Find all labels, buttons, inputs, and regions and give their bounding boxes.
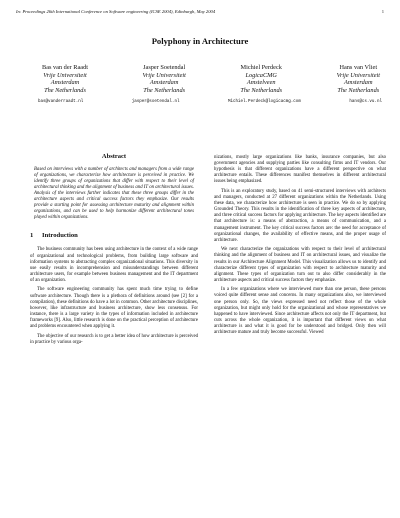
author-country: The Netherlands <box>143 86 186 94</box>
author-name: Bas van der Raadt <box>42 64 88 71</box>
page-number: 1 <box>381 9 384 14</box>
author-name: Michiel Perdeck <box>240 64 282 71</box>
author-name: Hans van Vliet <box>339 64 378 71</box>
author-city: Amsterdam <box>344 79 373 87</box>
body-paragraph: The business community has been using architecture in the context of a wide range of organizational and technological problems, from building large software and information systems to abstracting complex organizational situations. This diversity in use easily results in incomprehension and misunderstandings between different architecture users, for example between business management and the IT department of an organization. <box>30 247 198 283</box>
author-name: Jasper Soetendal <box>143 64 186 71</box>
section-number: 1 <box>30 232 34 240</box>
left-column <box>30 153 198 349</box>
section-title: Introduction <box>42 232 78 240</box>
running-head <box>16 9 384 15</box>
author-3 <box>240 64 282 94</box>
abstract-heading: Abstract <box>101 153 127 160</box>
author-affiliation: Vrije Universiteit <box>336 71 380 79</box>
author-email: hans@cs.vu.nl <box>349 100 382 104</box>
author-email: Michiel.Perdeck@logicacmg.com <box>227 100 301 104</box>
body-paragraph: This is an exploratory study, based on 41 semi-structured interviews with architects and managers, conducted at 27 different organizations within the Netherlands. Using these data, we characterize how architecture is seen in practice. We do so by applying Grounded Theory. This results in the identification of three key aspects of architecture, and three critical success factors for applying architecture. The key aspects identified are that architecture is: a means of abstraction, a means of communication, and a management instrument. The key critical success factors are: the need for acceptance of organizational changes, the availability of effective means, and the proper usage of architecture. <box>214 188 386 243</box>
author-country: The Netherlands <box>44 86 86 94</box>
author-city: Amstelveen <box>246 79 276 87</box>
body-paragraph: In a few organizations where we interviewed more than one person, these persons voiced quite different sense and concerns. In many organizations also, we interviewed one person only. So, the views expressed need not reflect those of the whole organization, but might only hold for the organizational and whose representatives we happened to have interviewed. Since architecture affects not only the IT department, but cuts across the whole organization, it is important that different views on what architecture is and what it is good for be understood and bridged. Only then will architecture mature and truly become successful. Viewed <box>214 287 386 336</box>
body-paragraph: We next characterize the organizations with respect to their level of architectural thinking and the alignment of business and IT on architectural issues, and visualize the results in our Architecture Alignment Model. This visualization allows us to identify and characterize different types of organization with respect to architecture maturity and alignment. These types of organization turn out to also differ considerably in the architecture aspects and critical success factors they emphasize. <box>214 247 386 283</box>
author-country: The Netherlands <box>337 86 380 94</box>
proceedings-header: In: Proceedings 26th International Conference on Software engineering (ICSE 2004), Edinburgh, May 2004 <box>16 9 216 14</box>
author-email: bas@vanderraadt.nl <box>38 100 84 104</box>
author-2 <box>142 64 185 94</box>
paper-title: Polyphony in Architecture <box>151 36 249 46</box>
author-affiliation: LogicaCMG <box>245 71 277 79</box>
author-country: The Netherlands <box>240 86 283 94</box>
author-emails <box>38 100 382 105</box>
abstract-text: Based on interviews with a number of architects and managers from a wide range of organizations, we characterize how architecture is perceived in practice. We identify three groups of organizations that differ with respect to their level of architectural thinking and the alignment of business and IT on architectural issues. Analysis of the interviews further indicates that these three groups differ in the architecture aspects and critical success factors they emphasize. Our results provide a starting point for assessing architecture maturity and alignment within organizations, and can be used to help harmonize different architectural tones played within organizations. <box>34 167 194 221</box>
author-affiliation: Vrije Universiteit <box>142 71 186 79</box>
body-paragraph: The objective of our research is to get a better idea of how architecture is perceived in practice by various orga- <box>30 333 198 345</box>
author-city: Amsterdam <box>149 79 179 87</box>
right-column <box>214 155 386 340</box>
author-4 <box>337 64 380 94</box>
body-paragraph: The software engineering community has spent much time trying to define software architecture. Though there is a plethora of definitions around (see [2] for a compilation), these definitions do have a lot in common. Other architecture disciplines, however, like infrastructure and business architecture, show less consensus. For instance, there is a large variety in the types of information included in architecture frameworks [9]. Also, little research is done on the practical perception of architecture and problems encountered when applying it. <box>30 287 198 330</box>
author-email: jasper@soetendal.nl <box>131 100 180 104</box>
author-block <box>42 64 380 94</box>
author-affiliation: Vrije Universiteit <box>43 71 87 79</box>
author-city: Amsterdam <box>50 79 80 87</box>
section-heading <box>30 232 198 240</box>
author-1 <box>42 64 88 94</box>
body-paragraph: nizations, mostly large organizations like banks, insurance companies, but also government agencies and supplying parties like consulting firms and IT vendors. Our hypothesis is that different organizations have a different perspective on what architecture entails. These differences manifest themselves in different architectural issues being emphasized. <box>214 155 386 185</box>
